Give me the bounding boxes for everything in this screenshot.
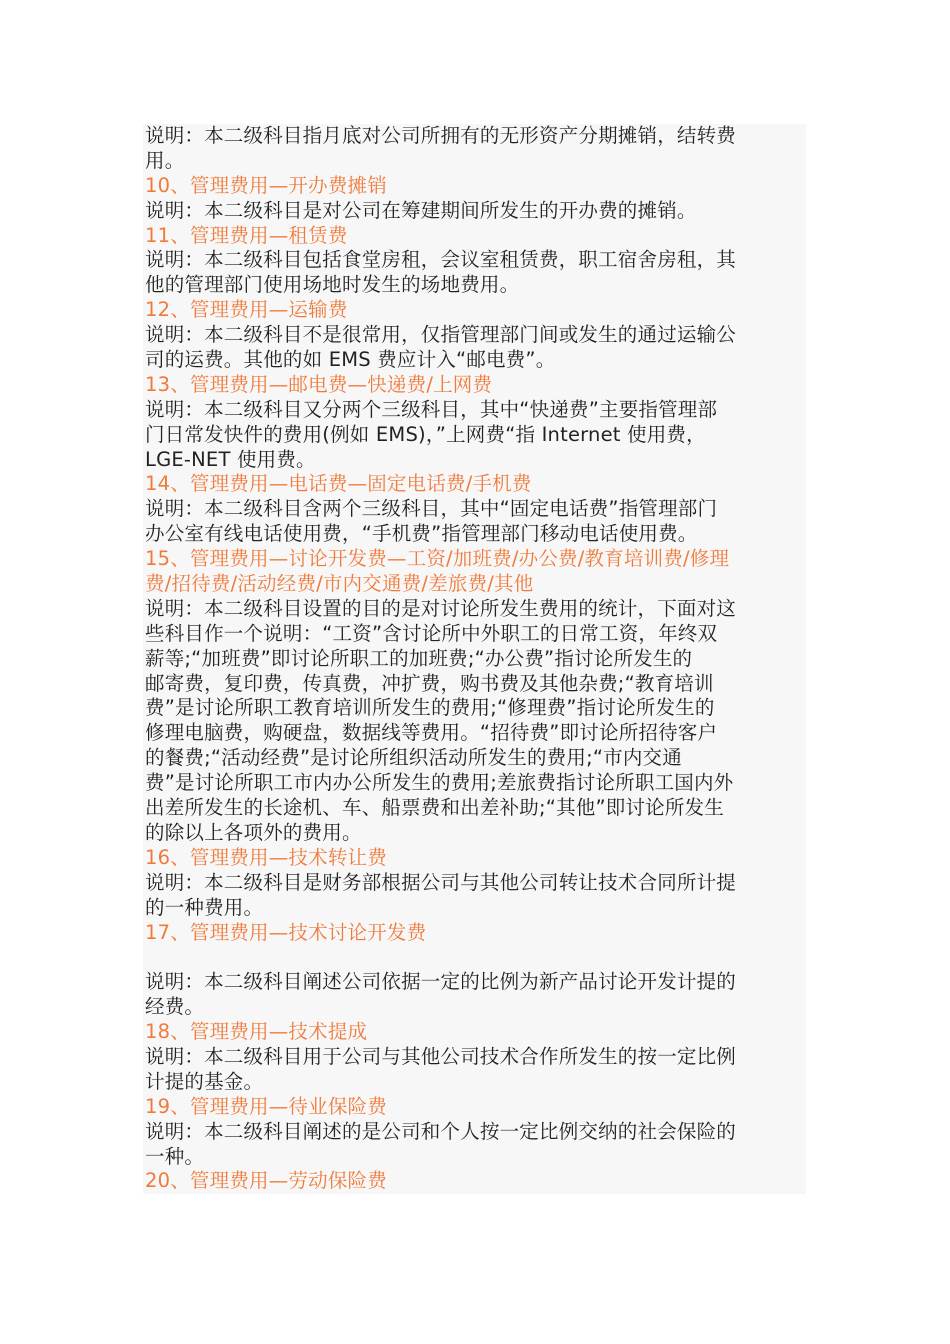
section-heading: 20、管理费用—劳动保险费 — [145, 1169, 387, 1193]
body-line: 办公室有线电话使用费，“手机费”指管理部门移动电话使用费。 — [145, 522, 698, 546]
body-line: 他的管理部门使用场地时发生的场地费用。 — [145, 273, 520, 297]
body-line: 邮寄费，复印费，传真费，冲扩费，购书费及其他杂费;“教育培训 — [145, 671, 714, 695]
body-line: 费”是讨论所职工教育培训所发生的费用;“修理费”指讨论所发生的 — [145, 696, 715, 720]
body-line: 说明：本二级科目设置的目的是对讨论所发生费用的统计，下面对这 — [145, 596, 737, 620]
body-line: 说明：本二级科目是财务部根据公司与其他公司转让技术合同所计提 — [145, 870, 737, 894]
section-heading: 12、管理费用—运输费 — [145, 298, 348, 322]
body-line: 说明：本二级科目阐述公司依据一定的比例为新产品讨论开发计提的 — [145, 970, 737, 994]
body-line: 薪等;“加班费”即讨论所职工的加班费;“办公费”指讨论所发生的 — [145, 646, 693, 670]
section-heading: 13、管理费用—邮电费—快递费/上网费 — [145, 372, 493, 396]
section-heading: 19、管理费用—待业保险费 — [145, 1094, 387, 1118]
body-line: LGE-NET 使用费。 — [145, 447, 316, 471]
body-line: 司的运费。其他的如 EMS 费应计入“邮电费”。 — [145, 348, 556, 372]
body-line: 说明：本二级科目含两个三级科目，其中“固定电话费”指管理部门 — [145, 497, 718, 521]
body-line: 的除以上各项外的费用。 — [145, 820, 362, 844]
section-heading: 16、管理费用—技术转让费 — [145, 845, 387, 869]
section-heading: 10、管理费用—开办费摊销 — [145, 173, 387, 197]
body-line: 说明：本二级科目包括食堂房租，会议室租赁费，职工宿舍房租，其 — [145, 248, 737, 272]
section-heading: 17、管理费用—技术讨论开发费 — [145, 920, 427, 944]
body-line: 修理电脑费，购硬盘，数据线等费用。“招待费”即讨论所招待客户 — [145, 721, 718, 745]
body-line: 计提的基金。 — [145, 1069, 264, 1093]
body-line: 说明：本二级科目不是很常用，仅指管理部门间或发生的通过运输公 — [145, 323, 737, 347]
body-line: 说明：本二级科目是对公司在筹建期间所发生的开办费的摊销。 — [145, 198, 697, 222]
blank-line — [145, 945, 806, 970]
section-heading: 费/招待费/活动经费/市内交通费/差旅费/其他 — [145, 572, 534, 596]
body-line: 说明：本二级科目用于公司与其他公司技术合作所发生的按一定比例 — [145, 1044, 737, 1068]
body-line: 说明：本二级科目指月底对公司所拥有的无形资产分期摊销，结转费 — [145, 124, 737, 147]
body-line: 出差所发生的长途机、车、船票费和出差补助;“其他”即讨论所发生 — [145, 796, 724, 820]
body-line: 的餐费;“活动经费”是讨论所组织活动所发生的费用;“市内交通 — [145, 746, 682, 770]
body-line: 费”是讨论所职工市内办公所发生的费用;差旅费指讨论所职工国内外 — [145, 771, 734, 795]
body-line: 一种。 — [145, 1144, 205, 1168]
document-text-block — [143, 124, 806, 1194]
body-line: 些科目作一个说明：“工资”含讨论所中外职工的日常工资，年终双 — [145, 621, 718, 645]
section-heading: 15、管理费用—讨论开发费—工资/加班费/办公费/教育培训费/修理 — [145, 547, 730, 571]
body-line: 用。 — [145, 148, 185, 172]
body-line: 经费。 — [145, 995, 205, 1019]
section-heading: 14、管理费用—电话费—固定电话费/手机费 — [145, 472, 532, 496]
body-line: 说明：本二级科目又分两个三级科目，其中“快递费”主要指管理部 — [145, 397, 718, 421]
section-heading: 11、管理费用—租赁费 — [145, 223, 348, 247]
body-line: 门日常发快件的费用(例如 EMS)，”上网费“指 Internet 使用费， — [145, 422, 706, 446]
section-heading: 18、管理费用—技术提成 — [145, 1020, 368, 1044]
body-line: 的一种费用。 — [145, 895, 264, 919]
body-line: 说明：本二级科目阐述的是公司和个人按一定比例交纳的社会保险的 — [145, 1119, 737, 1143]
